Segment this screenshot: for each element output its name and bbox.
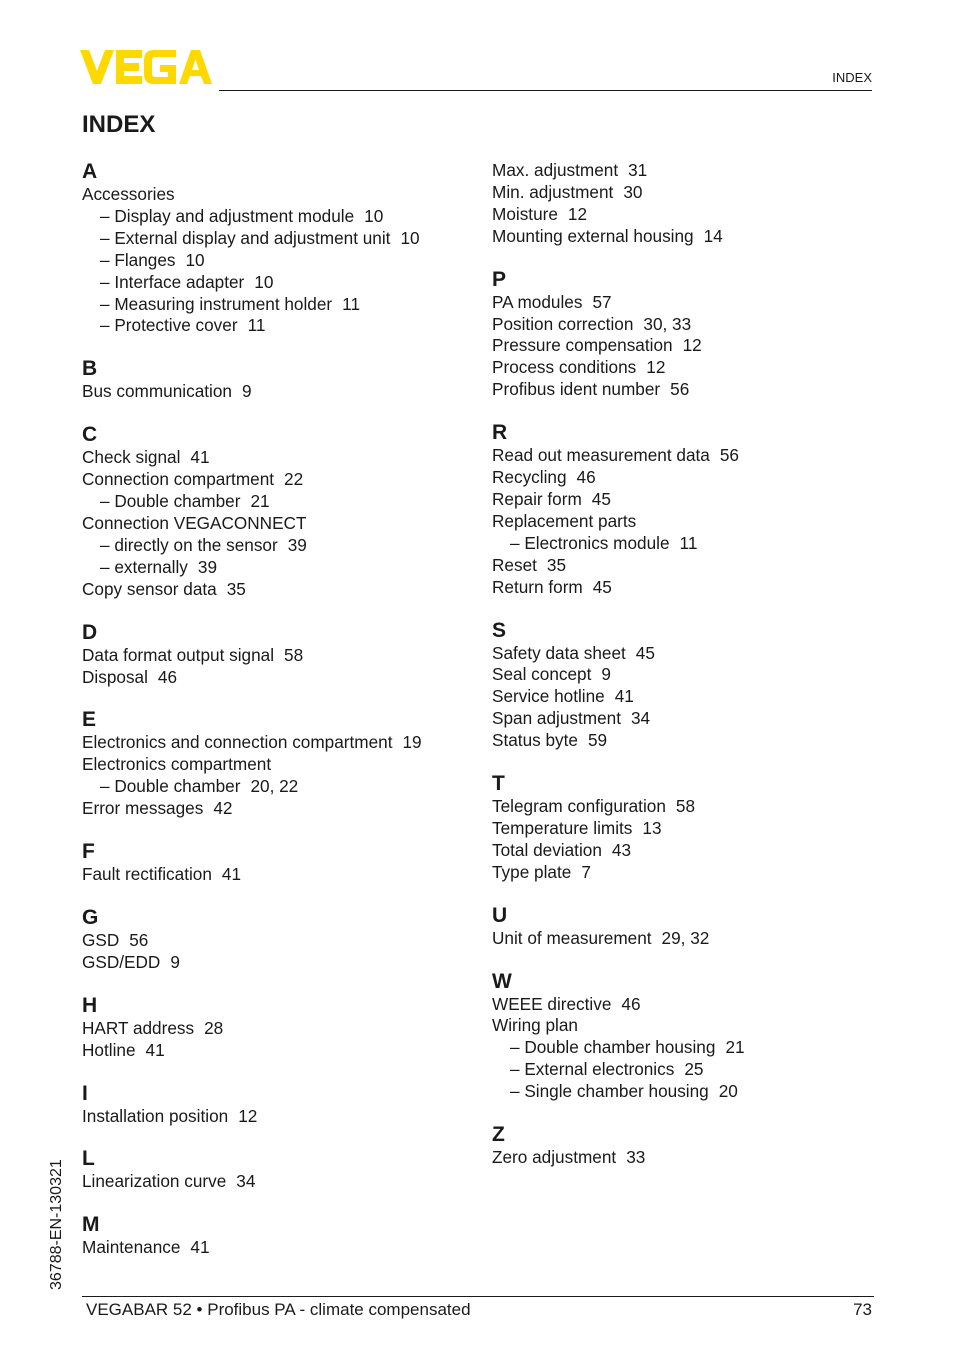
- index-entry-text: – Single chamber housing: [510, 1081, 709, 1102]
- index-entry-text: GSD: [82, 929, 120, 950]
- logo-letter-g: [144, 50, 176, 84]
- index-page-reference: 10: [400, 227, 420, 248]
- index-letter-heading: T: [492, 772, 505, 796]
- index-page-reference: 45: [635, 642, 655, 663]
- index-entry: [492, 928, 892, 950]
- index-letter-heading: W: [492, 969, 512, 993]
- index-page-reference: 9: [170, 951, 180, 972]
- index-entry: [492, 204, 892, 226]
- index-page-reference: 28: [204, 1017, 224, 1038]
- index-letter-heading: P: [492, 267, 507, 291]
- index-column-right: [492, 160, 892, 1169]
- index-entry: [82, 579, 482, 601]
- index-entry-text: Min. adjustment: [492, 181, 614, 202]
- footer-page-number: 73: [853, 1300, 872, 1319]
- index-subentry: [82, 776, 482, 798]
- index-page-reference: 19: [402, 732, 422, 753]
- index-entry: [492, 796, 892, 818]
- index-entry: [492, 489, 892, 511]
- index-page-reference: 30: [623, 181, 643, 202]
- index-letter-heading: Z: [492, 1123, 505, 1147]
- index-entry-text: Replacement parts: [492, 510, 637, 531]
- index-entry: [82, 952, 482, 974]
- index-entry-text: – Protective cover: [100, 315, 238, 336]
- index-entry: [492, 862, 892, 884]
- index-entry: [492, 994, 892, 1016]
- index-entry-text: Hotline: [82, 1039, 136, 1060]
- index-entry: [492, 643, 892, 665]
- index-page-reference: 39: [287, 534, 307, 555]
- index-entry-text: Bus communication: [82, 381, 232, 402]
- index-page-reference: 41: [145, 1039, 165, 1060]
- index-page-reference: 10: [364, 205, 384, 226]
- index-page-reference: 35: [546, 554, 567, 575]
- index-letter-heading: R: [492, 421, 508, 445]
- index-entry: [82, 754, 482, 776]
- index-subentry: [82, 228, 482, 250]
- index-page-reference: 12: [682, 335, 702, 356]
- index-group: [492, 1123, 892, 1169]
- index-entry-text: – directly on the sensor: [100, 534, 278, 555]
- index-entry: [492, 445, 892, 467]
- index-entry-text: Process conditions: [492, 357, 637, 378]
- index-entry-text: Pressure compensation: [492, 335, 673, 356]
- index-entry: [82, 930, 482, 952]
- index-entry-text: Service hotline: [492, 686, 605, 707]
- index-letter-heading: M: [82, 1213, 100, 1237]
- index-entry-text: PA modules: [492, 291, 583, 312]
- index-entry-text: Status byte: [492, 730, 578, 751]
- index-entry-text: – Interface adapter: [100, 271, 245, 292]
- index-entry-text: Max. adjustment: [492, 160, 619, 180]
- index-entry-text: Connection compartment: [82, 469, 275, 490]
- index-entry-text: Check signal: [82, 447, 181, 468]
- index-entry-text: Fault rectification: [82, 864, 212, 885]
- index-page-reference: 12: [646, 357, 666, 378]
- index-entry: [492, 357, 892, 379]
- index-subentry: [82, 557, 482, 579]
- index-entry: [492, 730, 892, 752]
- index-entry-text: Wiring plan: [492, 1015, 578, 1036]
- index-letter-heading: F: [82, 840, 95, 864]
- index-subentry: [82, 250, 482, 272]
- index-group: [82, 621, 482, 689]
- index-subentry: [492, 1059, 892, 1081]
- index-entry: [492, 160, 892, 182]
- index-entry: [492, 335, 892, 357]
- index-page-reference: 30, 33: [643, 313, 692, 334]
- index-page-reference: 56: [719, 445, 739, 466]
- index-entry: [82, 667, 482, 689]
- index-entry-text: Recycling: [492, 467, 567, 488]
- index-entry-text: GSD/EDD: [82, 951, 161, 972]
- index-page-reference: 20: [718, 1081, 738, 1102]
- index-entry-text: Total deviation: [492, 839, 602, 860]
- index-entry-text: Data format output signal: [82, 644, 275, 665]
- index-subentry: [82, 315, 482, 337]
- index-page-reference: 42: [213, 798, 233, 819]
- index-entry: [492, 555, 892, 577]
- index-entry-text: – Electronics module: [510, 532, 670, 553]
- index-page-reference: 45: [591, 488, 611, 509]
- index-page-reference: 46: [621, 993, 641, 1014]
- index-page-reference: 34: [236, 1171, 256, 1192]
- index-page-reference: 11: [247, 315, 266, 336]
- index-entry-text: – Double chamber: [100, 776, 241, 797]
- index-entry-text: Linearization curve: [82, 1171, 227, 1192]
- index-group: [82, 840, 482, 886]
- index-subentry: [492, 533, 892, 555]
- index-subentry: [82, 294, 482, 316]
- index-page-reference: 45: [592, 576, 612, 597]
- index-entry-text: Connection VEGACONNECT: [82, 512, 307, 533]
- index-letter-heading: S: [492, 618, 507, 642]
- index-entry: [82, 1040, 482, 1062]
- index-letter-heading: U: [492, 903, 508, 927]
- index-entry: [82, 184, 482, 206]
- index-entry-text: Type plate: [492, 861, 572, 882]
- index-page-reference: 46: [157, 666, 178, 687]
- index-page-reference: 9: [601, 664, 611, 685]
- index-subentry: [82, 535, 482, 557]
- index-group: [492, 268, 892, 402]
- index-page-reference: 11: [679, 532, 698, 553]
- index-page-reference: 58: [675, 796, 696, 817]
- index-entry: [82, 864, 482, 886]
- index-group: [492, 160, 892, 248]
- index-subentry: [82, 272, 482, 294]
- index-entry-text: Return form: [492, 576, 583, 597]
- index-page-reference: 46: [576, 467, 596, 488]
- index-letter-heading: C: [82, 423, 98, 447]
- index-entry: [492, 226, 892, 248]
- index-entry-text: HART address: [82, 1017, 195, 1038]
- index-group: [492, 970, 892, 1104]
- index-entry-text: Electronics and connection compartment: [82, 732, 393, 753]
- index-entry-text: – Double chamber: [100, 491, 241, 512]
- index-entry: [492, 511, 892, 533]
- footer-document-title: VEGABAR 52 • Profibus PA - climate compensated: [86, 1300, 471, 1319]
- index-group: [82, 906, 482, 974]
- index-entry-text: Repair form: [492, 488, 582, 509]
- index-entry: [492, 818, 892, 840]
- index-entry-text: Electronics compartment: [82, 754, 272, 775]
- index-page-reference: 12: [567, 203, 588, 224]
- index-entry-text: Maintenance: [82, 1237, 181, 1258]
- index-entry-text: Copy sensor data: [82, 578, 217, 599]
- index-entry-text: WEEE directive: [492, 993, 612, 1014]
- index-entry: [492, 577, 892, 599]
- index-entry-text: Zero adjustment: [492, 1147, 617, 1168]
- index-entry-text: Reset: [492, 554, 537, 575]
- index-entry-text: Safety data sheet: [492, 642, 626, 663]
- index-letter-heading: L: [82, 1147, 95, 1171]
- index-page-reference: 21: [250, 491, 270, 512]
- index-page-reference: 41: [614, 686, 634, 707]
- index-entry: [492, 292, 892, 314]
- index-letter-heading: E: [82, 708, 97, 732]
- index-entry-text: – External electronics: [510, 1059, 675, 1080]
- header-section-label: INDEX: [832, 70, 872, 85]
- index-entry-text: Disposal: [82, 666, 148, 687]
- index-group: [82, 423, 482, 600]
- index-group: [82, 357, 482, 403]
- index-entry: [492, 1015, 892, 1037]
- index-subentry: [492, 1081, 892, 1103]
- index-entry-text: Span adjustment: [492, 708, 621, 729]
- index-letter-heading: G: [82, 905, 99, 929]
- index-page-reference: 7: [581, 861, 591, 882]
- index-letter-heading: D: [82, 620, 98, 644]
- index-page-reference: 41: [190, 1237, 210, 1258]
- index-group: [492, 619, 892, 753]
- index-page-reference: 25: [684, 1059, 704, 1080]
- index-entry: [492, 1147, 892, 1169]
- index-entry: [492, 686, 892, 708]
- index-page-reference: 20, 22: [250, 776, 299, 797]
- index-entry-text: – externally: [100, 556, 188, 577]
- index-entry: [492, 314, 892, 336]
- index-entry-text: Read out measurement data: [492, 445, 710, 466]
- index-letter-heading: B: [82, 357, 98, 381]
- index-page-reference: 31: [628, 160, 648, 180]
- header-rule: [219, 90, 872, 91]
- index-page-reference: 10: [185, 249, 205, 270]
- index-entry-text: Profibus ident number: [492, 379, 661, 400]
- index-subentry: [82, 491, 482, 513]
- index-entry: [82, 447, 482, 469]
- index-page-reference: 34: [631, 708, 651, 729]
- index-entry-text: – Measuring instrument holder: [100, 293, 333, 314]
- index-entry-text: Accessories: [82, 184, 175, 204]
- index-entry: [492, 467, 892, 489]
- index-entry: [492, 182, 892, 204]
- index-group: [82, 1213, 482, 1259]
- index-page-reference: 9: [241, 381, 252, 402]
- index-entry: [82, 1237, 482, 1259]
- index-entry: [82, 381, 482, 403]
- index-group: [492, 772, 892, 884]
- index-entry-text: Telegram configuration: [492, 796, 666, 817]
- index-entry-text: – Display and adjustment module: [100, 205, 355, 226]
- index-entry-text: Seal concept: [492, 664, 592, 685]
- index-subentry: [492, 1037, 892, 1059]
- index-entry-text: Unit of measurement: [492, 927, 652, 948]
- document-code: 36788-EN-130321: [48, 1159, 65, 1290]
- index-column-left: [82, 160, 482, 1259]
- index-page-reference: 33: [626, 1147, 646, 1168]
- index-group: [492, 904, 892, 950]
- index-page-reference: 22: [284, 469, 304, 490]
- index-page-reference: 58: [284, 644, 304, 665]
- index-entry-text: Position correction: [492, 313, 634, 334]
- index-page-reference: 29, 32: [661, 927, 710, 948]
- index-entry: [82, 1171, 482, 1193]
- index-page-reference: 12: [238, 1105, 258, 1126]
- index-page-reference: 39: [197, 556, 218, 577]
- index-page-reference: 41: [221, 864, 242, 885]
- index-page-reference: 56: [670, 379, 690, 400]
- index-group: [82, 994, 482, 1062]
- index-entry: [492, 708, 892, 730]
- index-group: [82, 708, 482, 820]
- index-page-reference: 13: [642, 817, 662, 838]
- footer-rule: [82, 1296, 874, 1297]
- index-page-reference: 56: [129, 929, 149, 950]
- index-subentry: [82, 206, 482, 228]
- index-page-reference: 10: [254, 271, 274, 292]
- index-entry: [82, 513, 482, 535]
- index-group: [82, 1082, 482, 1128]
- index-entry-text: Temperature limits: [492, 817, 633, 838]
- index-entry-text: Installation position: [82, 1105, 229, 1126]
- index-entry-text: – Double chamber housing: [510, 1037, 716, 1058]
- index-group: [82, 160, 482, 337]
- index-page-reference: 14: [703, 225, 723, 246]
- index-entry-text: – Flanges: [100, 249, 176, 270]
- index-entry-text: Mounting external housing: [492, 225, 694, 246]
- index-page-reference: 35: [226, 578, 246, 599]
- index-page-reference: 21: [725, 1037, 745, 1058]
- index-entry: [492, 664, 892, 686]
- logo-letter-e: [116, 50, 142, 84]
- index-group: [82, 1147, 482, 1193]
- index-entry-text: – External display and adjustment unit: [100, 227, 391, 248]
- index-page-reference: 11: [342, 293, 360, 314]
- index-entry: [82, 1106, 482, 1128]
- index-letter-heading: A: [82, 160, 98, 183]
- index-page-reference: 59: [588, 730, 608, 751]
- index-entry: [492, 379, 892, 401]
- index-entry: [82, 732, 482, 754]
- index-entry: [82, 645, 482, 667]
- index-entry: [82, 798, 482, 820]
- index-group: [492, 421, 892, 598]
- page-title: INDEX: [82, 111, 156, 138]
- index-entry: [82, 1018, 482, 1040]
- index-letter-heading: I: [82, 1081, 88, 1105]
- index-entry-text: Error messages: [82, 798, 204, 819]
- index-page-reference: 43: [611, 839, 632, 860]
- index-page-reference: 57: [592, 291, 612, 312]
- vega-logo: [80, 50, 212, 84]
- index-entry: [82, 469, 482, 491]
- index-page-reference: 41: [190, 447, 210, 468]
- index-entry-text: Moisture: [492, 203, 558, 224]
- index-letter-heading: H: [82, 993, 98, 1017]
- index-entry: [492, 840, 892, 862]
- logo-letter-v: [80, 50, 114, 84]
